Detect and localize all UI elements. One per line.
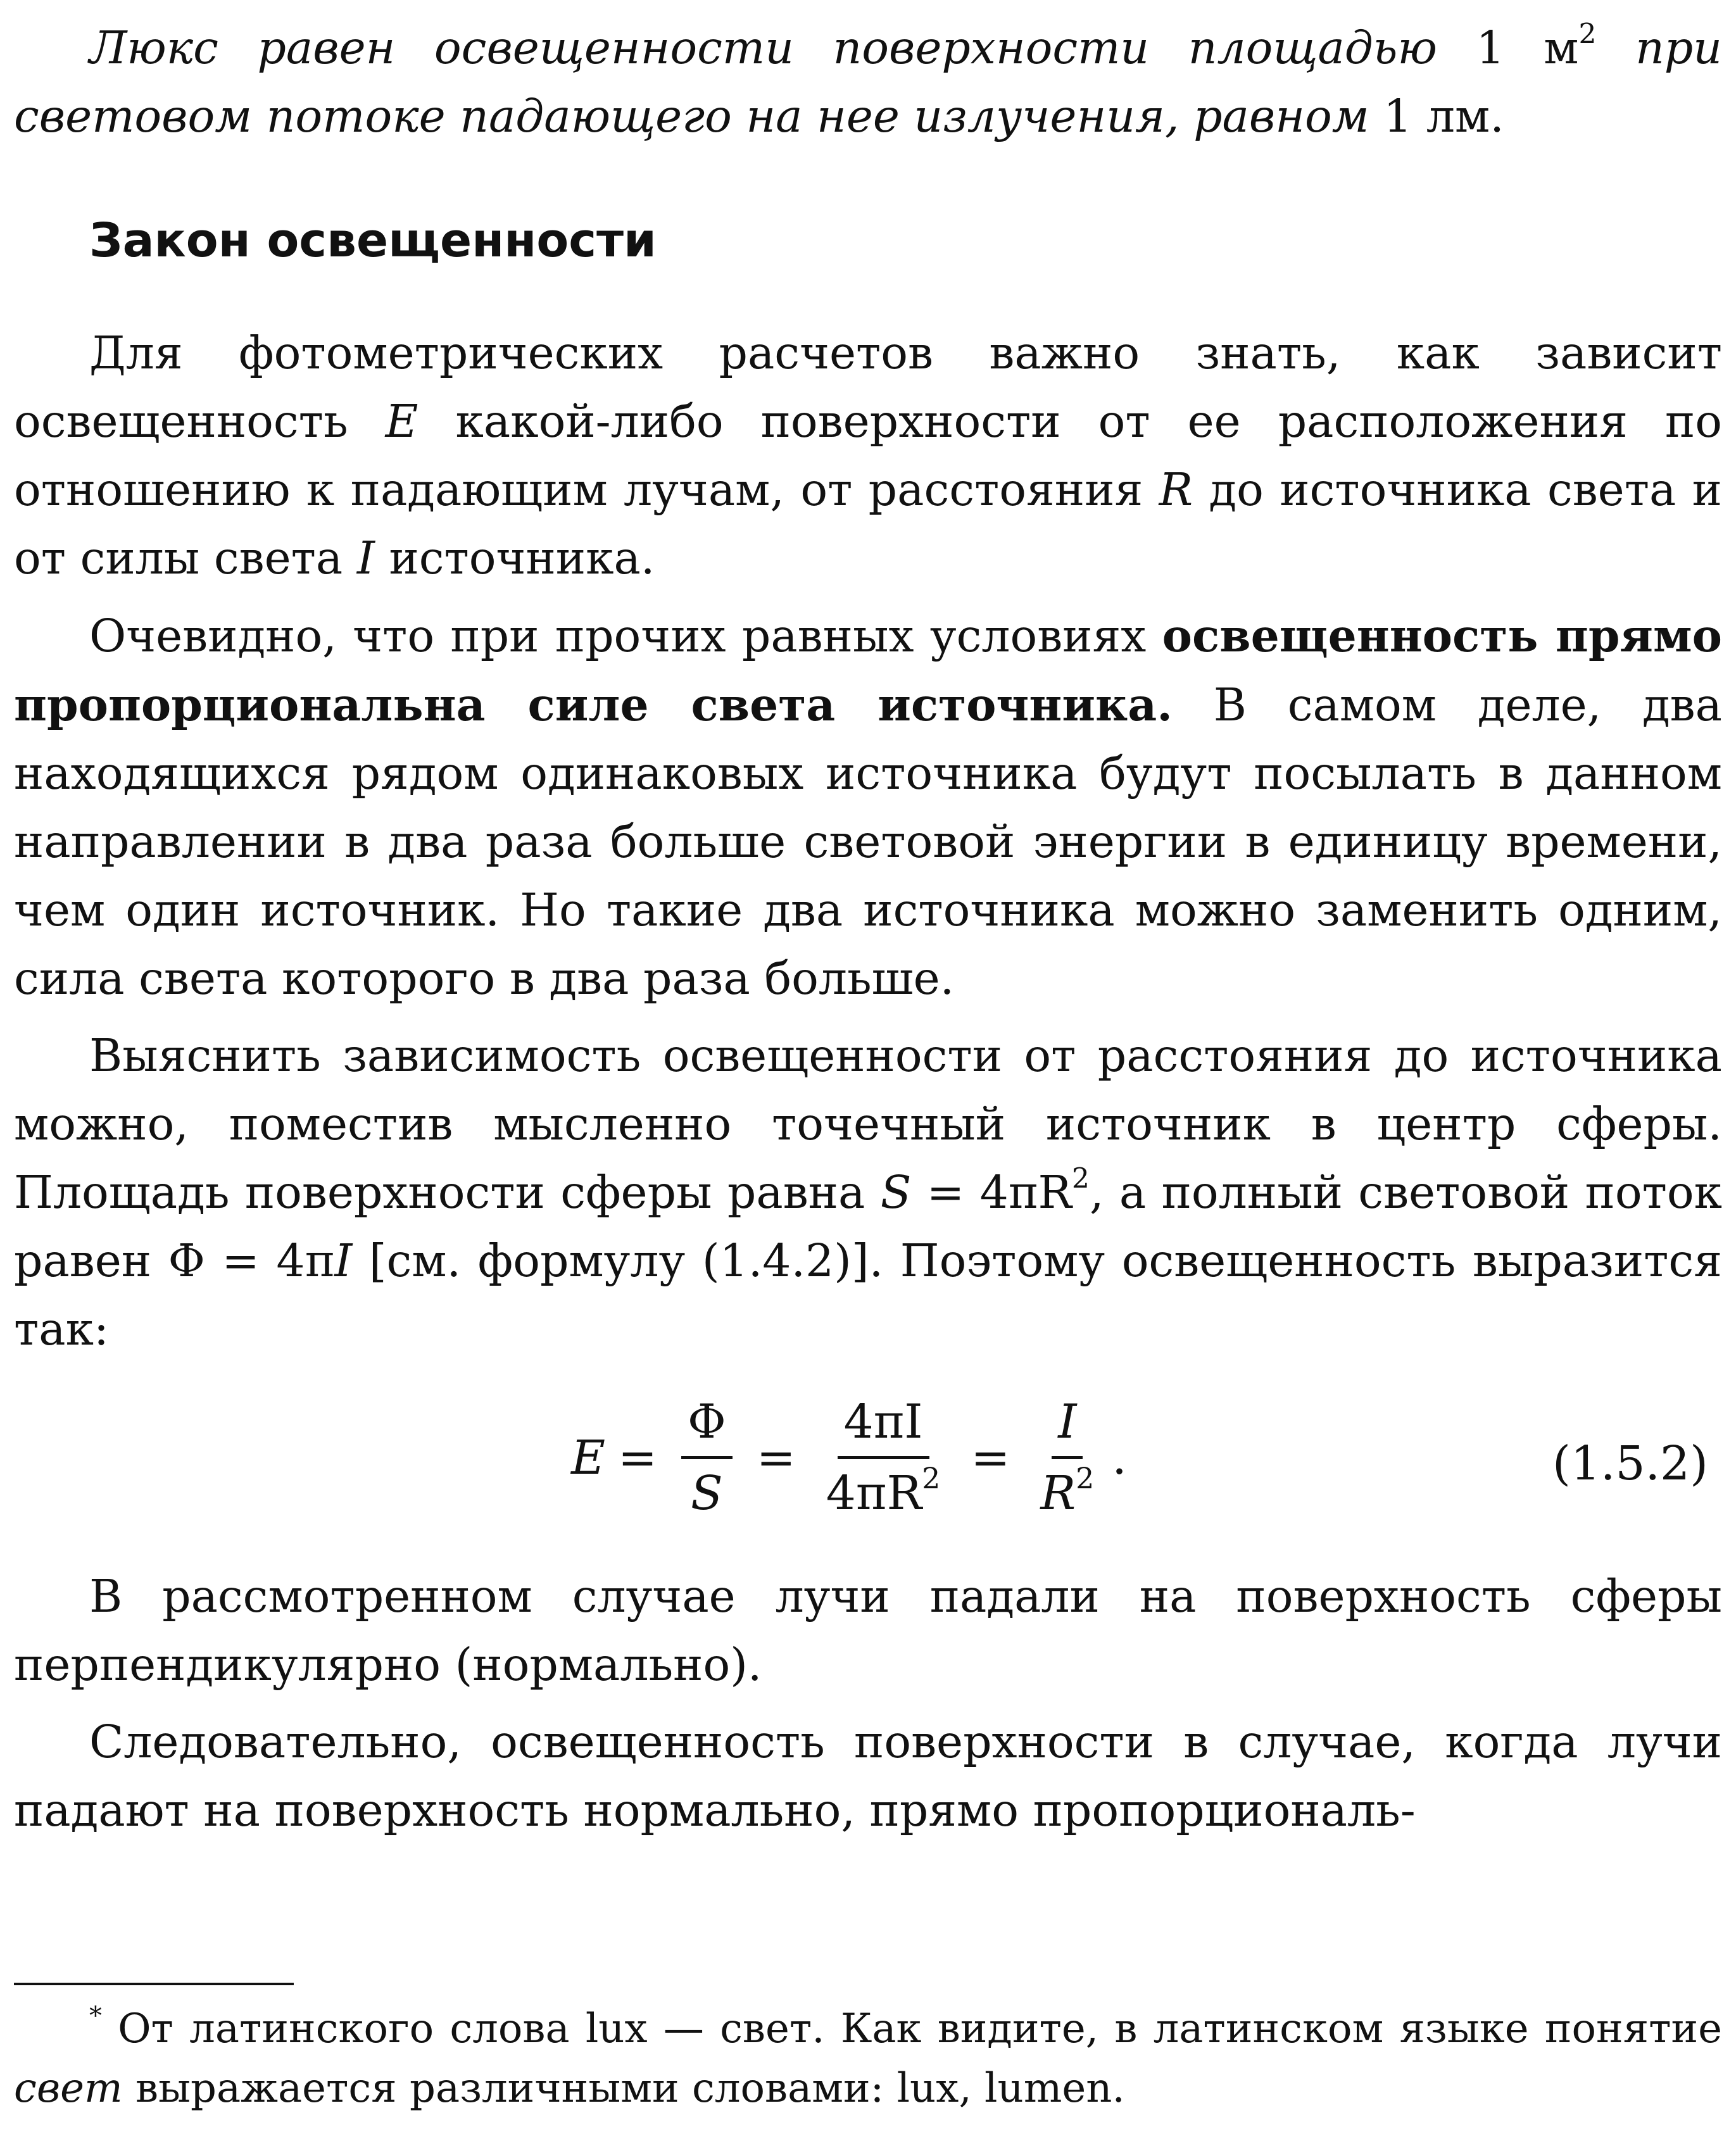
paragraph-4: В рассмотренном случае лучи падали на поверхность сферы перпендикулярно (нормально).: [14, 1570, 1722, 1691]
section-heading: Закон освещенности: [89, 213, 657, 268]
footnote: * От латинского слова lux — свет. Как видите, в латинском языке понятие свет выражается различными словами: lux, lumen.: [14, 2001, 1723, 2112]
paragraph-2: Очевидно, что при прочих равных условиях освещенность прямо пропорциональна силе света источника. В самом деле, два находящихся рядом одинаковых источника будут посылать в данном направлении в два раза больше световой энергии в единицу времени, чем один источник. Но такие два источника можно заменить одним, сила света которого в два раза больше.: [14, 609, 1722, 1005]
formula-eq-3: =: [971, 1430, 1010, 1485]
intro-paragraph: [14, 14, 1722, 151]
paragraph-5: Следовательно, освещенность поверхности в случае, когда лучи падают на поверхность нормально, прямо пропорциональ-: [14, 1716, 1722, 1836]
symbol-E: E: [385, 395, 418, 448]
symbol-I: I: [356, 532, 375, 584]
intro-text: Люкс равен освещенности поверхности площадью: [89, 22, 1437, 74]
footnote-divider: [14, 1983, 294, 1985]
sphere-area-expr: = $4\pi R^2$: [926, 1162, 1090, 1219]
intro-tail: 1 лм.: [1383, 90, 1504, 142]
symbol-R: R: [1159, 463, 1193, 516]
fraction-4pi: $\frac{4\pi I}{4\pi R^2}$: [820, 1393, 947, 1522]
intro-text-2: при световом потоке падающего на нее излучения, равном: [14, 22, 1722, 142]
formula: [571, 1393, 1127, 1522]
footnote-mark: *: [89, 2001, 102, 2031]
bold-statement: освещенность прямо пропорциональна силе света источника.: [14, 609, 1722, 731]
intro-unit: 1 $м^2$: [1476, 18, 1597, 74]
paragraph-1: Для фотометрических расчетов важно знать, как зависит освещенность E какой-либо поверхности от ее расположения по отношению к падающим лучам, от расстояния R до источника света и от силы света I источника.: [14, 327, 1723, 584]
symbol-S: S: [880, 1166, 912, 1219]
footnote-emphasis: свет: [14, 2065, 123, 2112]
formula-block: [14, 1380, 1722, 1532]
equation-number: (1.5.2): [1552, 1436, 1708, 1491]
symbol-I-2: I: [334, 1234, 353, 1287]
fraction-flux-area: $\frac{\Phi}{S}$: [681, 1393, 733, 1522]
formula-eq-2: =: [756, 1430, 796, 1485]
paragraph-3: Выяснить зависимость освещенности от расстояния до источника можно, поместив мысленно точечный источник в центр сферы. Площадь поверхности сферы равна $S = 4\pi R^2$, а полный световой поток равен Φ = 4πI [см. формулу (1.4.2)]. Поэтому освещенность выразится так:: [14, 1029, 1722, 1355]
formula-end: .: [1112, 1430, 1127, 1485]
formula-lhs: E: [571, 1430, 606, 1485]
fraction-I-R2: $\frac{I}{R^2}$: [1034, 1393, 1100, 1522]
formula-eq-1: =: [618, 1430, 658, 1485]
